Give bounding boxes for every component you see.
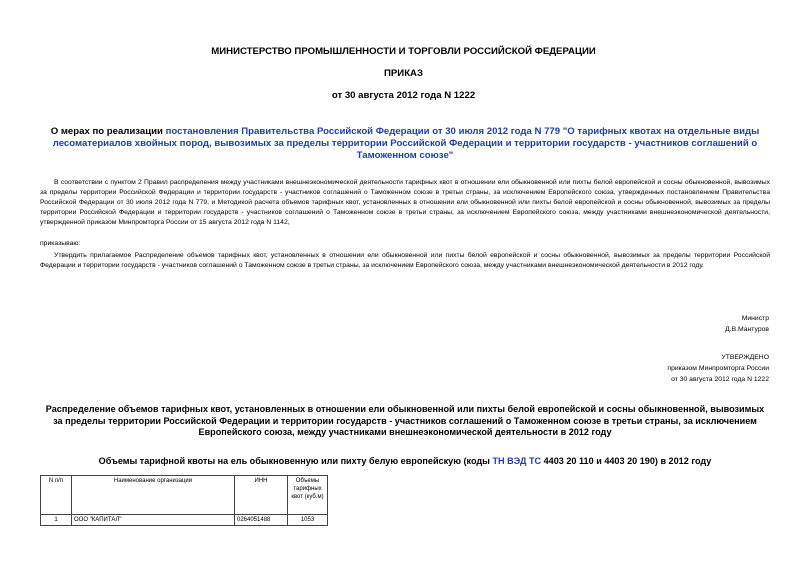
subtitle-before: Объемы тарифной квоты на ель обыкновенную или пихту белую европейскую (коды xyxy=(98,456,493,466)
distribution-title: Распределение объемов тарифных квот, установленных в отношении ели обыкновенной или пихты белой европейской и сосны обыкновенной, вывозимых за пределы территории Российской Федерации и территории государств - участников соглашений о Таможенном союзе в третьи страны, за исключением Европейского союза, между участниками внешнеэкономической деятельности в 2012 году xyxy=(45,404,765,437)
order-heading xyxy=(40,126,770,162)
signature-block xyxy=(725,313,769,335)
signature-name: Д.В.Мантуров xyxy=(725,326,769,333)
approve-paragraph: Утвердить прилагаемое Распределение объемов тарифных квот, установленных в отношении ели обыкновенной или пихты белой европейской и сосны обыкновенной, вывозимых за пределы территории Российской Федерации и территории государств - участников соглашений о Таможенном союзе в третьи страны, за исключением Европейского союза, между участниками внешнеэкономической деятельности в 2012 году. xyxy=(40,252,770,269)
ministry-title: МИНИСТЕРСТВО ПРОМЫШЛЕННОСТИ И ТОРГОВЛИ РОССИЙСКОЙ ФЕДЕРАЦИИ xyxy=(211,46,596,57)
subtitle-after: 4403 20 110 и 4403 20 190) в 2012 году xyxy=(541,456,712,466)
approval-line-1: УТВЕРЖДЕНО xyxy=(721,354,769,361)
signature-position: Министр xyxy=(741,315,769,322)
order-date-number: от 30 августа 2012 года N 1222 xyxy=(331,90,476,101)
cell-organization: ООО "КАПИТАЛ" xyxy=(72,515,235,526)
table-header-row xyxy=(41,476,328,515)
approval-line-3: от 30 августа 2012 года N 1222 xyxy=(671,376,769,383)
cell-inn: 0264051488 xyxy=(235,515,288,526)
col-inn-header: ИНН xyxy=(235,476,288,515)
col-organization-header: Наименование организации xyxy=(72,476,235,515)
preamble-paragraph: В соответствии с пунктом 2 Правил распределения между участниками внешнеэкономической деятельности тарифных квот в отношении ели обыкновенной или пихты белой европейской и сосны обыкновенной, вывозимых за пределы территории Российской Федерации и территории государств - участников соглашений о Таможенном союзе в третьи страны, за исключением Европейского союза, утвержденных постановлением Правительства Российской Федерации от 30 июля 2012 года N 779, и Методикой расчета объемов тарифных квот, установленных в отношении ели обыкновенной или пихты белой европейской и сосны обыкновенной, вывозимых за пределы территории Российской Федерации и территории государств - участников соглашений о Таможенном союзе в третьи страны, за исключением Европейского союза, между участниками внешнеэкономической деятельности, утвержденной приказом Минпромторга России от 15 августа 2012 года N 1142, xyxy=(40,179,770,226)
col-volume-header: Объемы тарифных квот (куб.м) xyxy=(288,476,328,515)
cell-volume: 1053 xyxy=(288,515,328,526)
approval-line-2: приказом Минпромторга России xyxy=(667,365,769,372)
tnved-link[interactable]: ТН ВЭД ТС xyxy=(492,456,542,466)
quota-subtitle xyxy=(40,456,770,466)
resolution-link[interactable]: постановления Правительства Российской Федерации от 30 июля 2012 года N 779 "О тарифных квотах на отдельные виды лесоматериалов хвойных пород, вывозимых за пределы территории Российской Федерации и территории государств - участников соглашений о Таможенном союзе" xyxy=(52,126,760,161)
doc-type: ПРИКАЗ xyxy=(384,68,423,79)
quota-table xyxy=(40,475,328,526)
col-number-header: N п/п xyxy=(41,476,72,515)
approval-block xyxy=(667,352,769,385)
heading-prefix: О мерах по реализации xyxy=(50,126,166,137)
cell-number: 1 xyxy=(41,515,72,526)
order-word: приказываю: xyxy=(40,240,81,247)
table-row xyxy=(41,515,328,526)
